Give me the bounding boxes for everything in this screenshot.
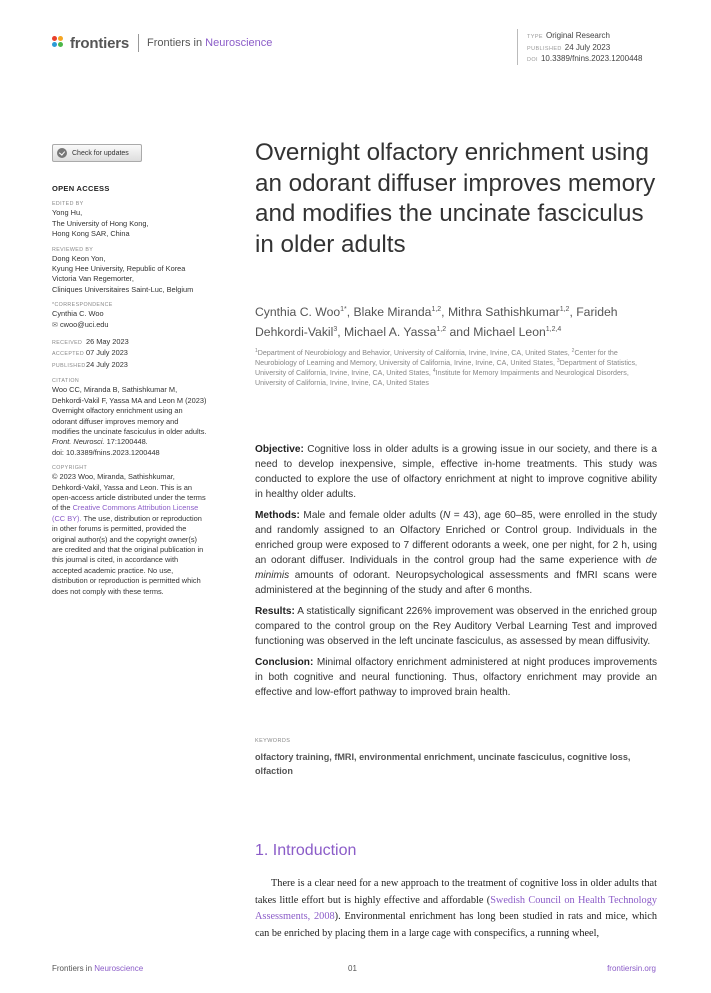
- intro-text: ). Environmental enrichment has long been studied in rats and mice, which can be enriched by placing them in a large cage with conspecifics, a running wheel,: [255, 911, 657, 939]
- intro-paragraph: [255, 876, 657, 942]
- copyright-line: Dehkordi-Vakil, Yassa and Leon. This is an: [52, 482, 192, 492]
- cc-by-link[interactable]: (CC BY).: [52, 513, 82, 523]
- received-label: RECEIVED: [52, 340, 83, 347]
- results-text: A statistically significant 226% improvement was observed in the enriched group compared to the control group on the Rey Auditory Verbal Learning Test and improved functioning was observed in the left uncinate fasciculus, as assessed by mean diffusivity.: [255, 606, 657, 647]
- author-affil-sup: 1,2: [436, 326, 447, 333]
- affiliation: Center for the Neurobiology of Learning and Memory, University of California, Irvine, Irvine, CA, United States,: [255, 349, 618, 367]
- published-label: PUBLISHED: [527, 45, 562, 52]
- affiliation: Institute for Memory Impairments and Neurological Disorders, University of California, Irvine, Irvine, CA, United States: [255, 369, 629, 387]
- editor-line: The University of Hong Kong,: [52, 218, 149, 228]
- methods-label: Methods:: [255, 510, 300, 521]
- copyright-line: original author(s) and the copyright owner(s): [52, 534, 198, 544]
- check-icon: [57, 148, 67, 158]
- author-affil-sup: 1*: [340, 306, 347, 313]
- abstract: [255, 442, 657, 706]
- published-label: PUBLISHED: [52, 362, 86, 369]
- editor-line: Hong Kong SAR, China: [52, 229, 130, 239]
- author-list: Cynthia C. Woo$^{1*}$, Blake Miranda$^{1,2}$, Mithra Sathishkumar$^{1,2}$, Farideh Dehkordi-Vakil$^3$, Michael A. Yassa$^{1,2}$ and Michael Leon$^{1,2,4}$: [255, 305, 618, 339]
- sidebar: [52, 184, 242, 597]
- reviewer-line: Dong Keon Yon,: [52, 253, 106, 263]
- affiliation: Department of Statistics, University of California, Irvine, Irvine, CA, United States,: [255, 359, 637, 377]
- correspondence-email-row[interactable]: [52, 320, 242, 331]
- copyright-line: © 2023 Woo, Miranda, Sathishkumar,: [52, 472, 175, 482]
- copyright-line: does not comply with these terms.: [52, 586, 164, 596]
- article-meta: [527, 31, 642, 66]
- abstract-conclusion: [255, 655, 657, 700]
- intro-heading: 1. Introduction: [255, 842, 357, 859]
- received-value: 26 May 2023: [86, 337, 129, 347]
- affiliation: Department of Neurobiology and Behavior, University of California, Irvine, Irvine, CA, United States,: [257, 349, 570, 357]
- copyright-label: COPYRIGHT: [52, 465, 88, 472]
- citation-link[interactable]: Swedish Council on Health Technology Assessments, 2008: [255, 894, 657, 922]
- conclusion-label: Conclusion:: [255, 657, 314, 668]
- results-label: Results:: [255, 606, 295, 617]
- journal-name: Neuroscience: [205, 37, 273, 49]
- copyright-of: of the: [52, 503, 71, 513]
- meta-divider: [517, 29, 518, 65]
- author-name[interactable]: Cynthia C. Woo: [255, 305, 341, 319]
- reviewed-by-label: REVIEWED BY: [52, 246, 94, 253]
- methods-text: amounts of odorant. Neuropsychological assessments and fMRI scans were administered at the beginning of the study and after 6 months.: [255, 570, 657, 596]
- published-value: 24 July 2023: [564, 42, 611, 52]
- footer-site[interactable]: frontiersin.org: [607, 964, 656, 973]
- author-name[interactable]: Michael Leon: [473, 325, 546, 339]
- citation-label: CITATION: [52, 378, 80, 385]
- frontiers-logo[interactable]: [52, 34, 272, 52]
- affil-sup: 1: [255, 348, 258, 354]
- copyright-line: open-access article distributed under the terms: [52, 492, 206, 502]
- affiliations: [255, 348, 661, 388]
- author-name[interactable]: Michael A. Yassa: [344, 325, 437, 339]
- doi-value[interactable]: 10.3389/fnins.2023.1200448: [540, 54, 643, 63]
- check-updates-label: Check for updates: [72, 149, 129, 157]
- keywords: olfactory training, fMRI, environmental enrichment, uncinate fasciculus, cognitive loss, olfaction: [255, 752, 631, 776]
- article-title: Overnight olfactory enrichment using an odorant diffuser improves memory and modifies the uncinate fasciculus in older adults: [255, 139, 656, 258]
- published-value: 24 July 2023: [86, 359, 128, 369]
- citation-line: Woo CC, Miranda B, Sathishkumar M,: [52, 385, 178, 395]
- doi-label: DOI: [527, 57, 538, 63]
- author-affil-sup: 1,2,4: [545, 326, 562, 333]
- affil-sup: 2: [571, 348, 575, 354]
- methods-text: Male and female older adults (: [303, 510, 443, 521]
- edited-by-label: EDITED BY: [52, 201, 84, 208]
- citation-journal: Front. Neurosci.: [52, 437, 105, 447]
- type-value: Original Research: [545, 31, 610, 40]
- page-number: 01: [348, 964, 357, 973]
- cc-license-link[interactable]: Creative Commons Attribution License: [72, 503, 199, 513]
- reviewer-line: Kyung Hee University, Republic of Korea: [52, 264, 186, 274]
- envelope-icon: ✉: [52, 321, 58, 329]
- journal-prefix: Frontiers in: [147, 37, 203, 49]
- copyright-line: are credited and that the original publication in: [52, 544, 204, 554]
- citation-line: Overnight olfactory enrichment using an: [52, 406, 183, 416]
- methods-text: = 43), age 60–85, were enrolled in the study and randomly assigned to an Olfactory Enriched or Control group. Individuals in the enriched group were exposed to 7 different odorants a week, one per night, for 2 h, using an odorant diffuser. Individuals in the control group had the same experience with: [255, 510, 658, 566]
- footer-site-link[interactable]: [607, 964, 656, 973]
- author-affil-sup: 3: [333, 326, 338, 333]
- affil-sup: 4: [432, 368, 436, 374]
- open-access-label: OPEN ACCESS: [52, 184, 110, 193]
- conclusion-text: Minimal olfactory enrichment administered at night produces improvements in both cognitive and neural functioning. Thus, olfactory enrichment may provide an effective and low-effort pathway to improved brain health.: [255, 657, 657, 698]
- accepted-label: ACCEPTED: [52, 351, 85, 358]
- accepted-value: 07 July 2023: [86, 348, 128, 358]
- check-updates-button[interactable]: [52, 144, 142, 162]
- abstract-objective: [255, 442, 657, 502]
- objective-text: Cognitive loss in older adults is a growing issue in our society, and there is a need to develop inexpensive, simple, effective in-home treatments. This study was conducted to explore the use of olfactory enrichment at night to improve cognitive ability in healthy older adults.: [255, 444, 657, 500]
- reviewer-line: Cliniques Universitaires Saint-Luc, Belgium: [52, 284, 194, 294]
- abstract-methods: [255, 508, 657, 598]
- citation-line: Dehkordi-Vakil F, Yassa MA and Leon M (2023): [52, 395, 207, 405]
- type-label: TYPE: [527, 34, 543, 40]
- editor-line: Yong Hu,: [52, 208, 83, 218]
- author-affil-sup: 1,2: [559, 306, 570, 313]
- footer-journal-prefix: Frontiers in: [52, 964, 93, 973]
- copyright-line: The use, distribution or reproduction: [83, 513, 202, 523]
- abstract-results: [255, 604, 657, 649]
- journal-title: [147, 37, 272, 49]
- methods-de-minimis: de minimis: [255, 555, 657, 581]
- correspondence-email[interactable]: cwoo@uci.edu: [59, 319, 109, 329]
- correspondence-label: *CORRESPONDENCE: [52, 302, 113, 309]
- author-name[interactable]: Blake Miranda: [353, 305, 432, 319]
- methods-n: N: [442, 510, 451, 521]
- copyright-line: in other forums is permitted, provided the: [52, 524, 187, 534]
- objective-label: Objective:: [255, 444, 304, 455]
- logo-wordmark: frontiers: [70, 34, 130, 52]
- reviewer-line: Victoria Van Regemorter,: [52, 274, 134, 284]
- citation-volume: 17:1200448.: [106, 437, 148, 447]
- frontiers-logo-icon: [52, 36, 66, 50]
- author-affil-sup: 1,2: [431, 306, 442, 313]
- author-name[interactable]: Farideh Dehkordi-Vakil: [255, 305, 618, 339]
- citation-doi[interactable]: doi: 10.3389/fnins.2023.1200448: [52, 447, 160, 457]
- copyright-line: distribution or reproduction is permitted which: [52, 576, 201, 586]
- citation-line: odorant diffuser improves memory and: [52, 416, 179, 426]
- footer-journal-name: Neuroscience: [94, 964, 144, 973]
- footer-journal: [52, 964, 143, 973]
- copyright-line: accepted academic practice. No use,: [52, 565, 174, 575]
- author-and: and: [449, 325, 470, 339]
- intro-text: There is a clear need for a new approach to the treatment of cognitive loss in older adults that takes little effort but is highly effective and affordable (: [255, 878, 657, 906]
- citation-line: modifies the uncinate fasciculus in older adults.: [52, 426, 207, 436]
- author-name[interactable]: Mithra Sathishkumar: [447, 305, 560, 319]
- copyright-line: this journal is cited, in accordance with: [52, 555, 179, 565]
- affil-sup: 3: [556, 358, 560, 364]
- logo-divider: [138, 34, 139, 52]
- keywords-label: KEYWORDS: [255, 738, 291, 744]
- correspondence-name: Cynthia C. Woo: [52, 309, 104, 319]
